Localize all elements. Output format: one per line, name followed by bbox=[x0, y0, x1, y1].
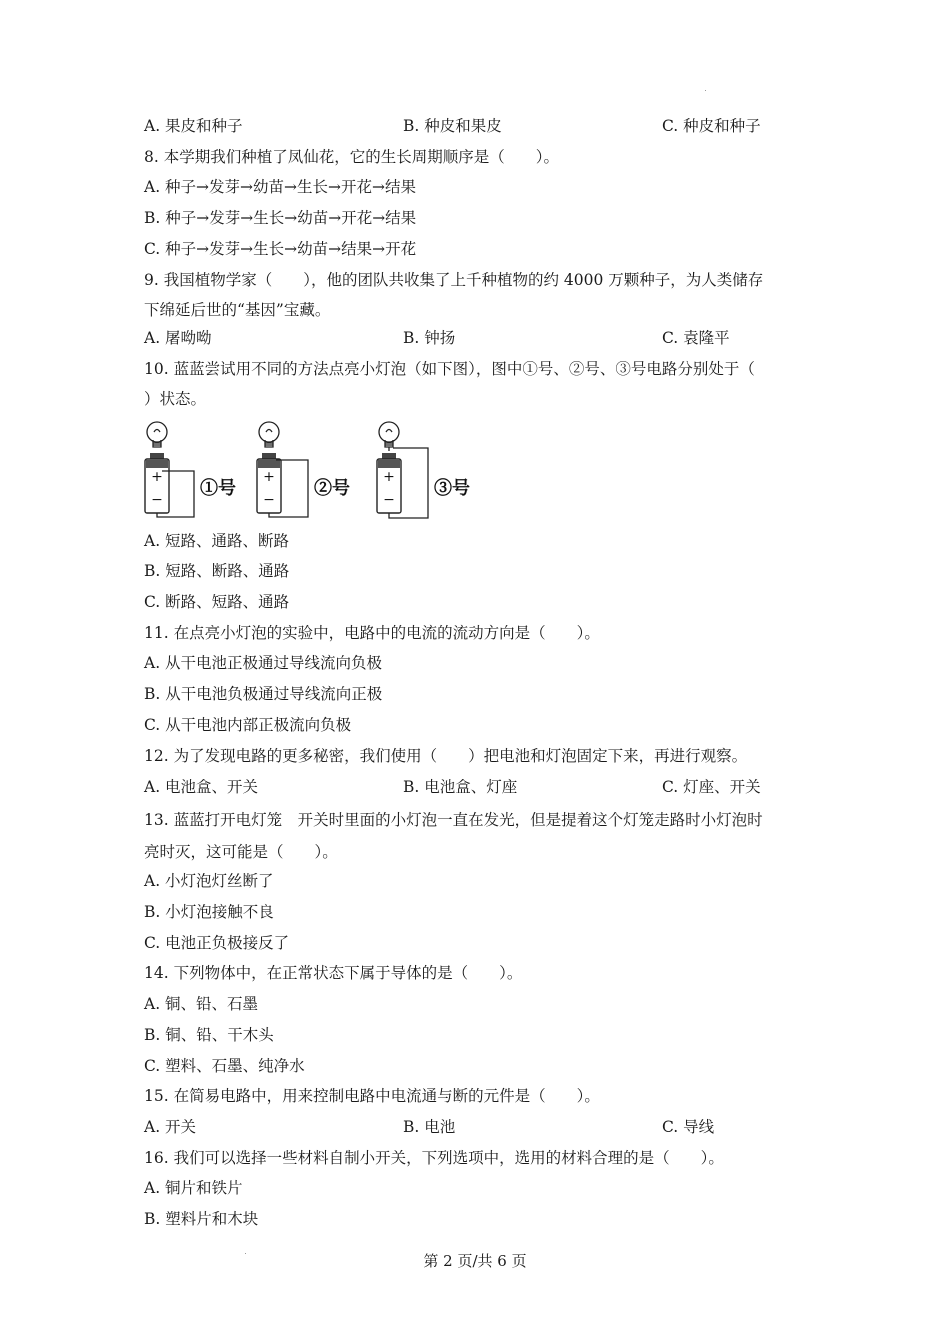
scan-speck bbox=[705, 90, 706, 91]
q16-option-b: B. 塑料片和木块 bbox=[144, 1210, 259, 1228]
circuit-1 bbox=[145, 422, 236, 517]
q10-option-b: B. 短路、断路、通路 bbox=[144, 562, 290, 580]
q15-option-c: C. 导线 bbox=[662, 1118, 715, 1136]
q8-option-a: A. 种子→发芽→幼苗→生长→开花→结果 bbox=[144, 178, 416, 196]
q14-option-a: A. 铜、铅、石墨 bbox=[144, 995, 259, 1013]
q13-stem-line2: 亮时灭，这可能是（ ）。 bbox=[144, 843, 338, 861]
svg-text:+: + bbox=[263, 469, 275, 485]
q11-option-a: A. 从干电池正极通过导线流向负极 bbox=[144, 654, 383, 672]
q10-option-c: C. 断路、短路、通路 bbox=[144, 593, 290, 611]
bulb-icon bbox=[147, 422, 167, 447]
svg-text:−: − bbox=[151, 492, 163, 508]
q9-option-a: A. 屠呦呦 bbox=[144, 329, 212, 347]
circuit-figure bbox=[138, 414, 478, 524]
q12-stem: 12. 为了发现电路的更多秘密，我们使用（ ）把电池和灯泡固定下来，再进行观察。 bbox=[144, 747, 748, 765]
q14-option-c: C. 塑料、石墨、纯净水 bbox=[144, 1057, 305, 1075]
q7-option-c: C. 种皮和种子 bbox=[662, 117, 761, 135]
q8-option-c: C. 种子→发芽→生长→幼苗→结果→开花 bbox=[144, 240, 417, 258]
circuit-3-label: ③号 bbox=[434, 478, 470, 499]
circuit-2 bbox=[257, 422, 350, 517]
battery-icon bbox=[145, 453, 169, 513]
svg-text:−: − bbox=[263, 492, 275, 508]
q15-option-a: A. 开关 bbox=[144, 1118, 197, 1136]
bulb-icon bbox=[259, 422, 279, 447]
q10-stem-line2: ）状态。 bbox=[144, 390, 207, 408]
q8-option-b: B. 种子→发芽→生长→幼苗→开花→结果 bbox=[144, 209, 417, 227]
page-footer: 第 2 页/共 6 页 bbox=[423, 1252, 527, 1270]
q10-stem-line1: 10. 蓝蓝尝试用不同的方法点亮小灯泡（如下图），图中①号、②号、③号电路分别处于（ bbox=[144, 360, 755, 378]
q15-stem: 15. 在简易电路中，用来控制电路中电流通与断的元件是（ ）。 bbox=[144, 1087, 600, 1105]
q12-option-c: C. 灯座、开关 bbox=[662, 778, 761, 796]
q11-option-b: B. 从干电池负极通过导线流向正极 bbox=[144, 685, 383, 703]
q14-stem: 14. 下列物体中，在正常状态下属于导体的是（ ）。 bbox=[144, 964, 523, 982]
battery-icon bbox=[257, 453, 281, 513]
q9-stem-line1: 9. 我国植物学家（ ），他的团队共收集了上千种植物的约 4000 万颗种子，为人类储存 bbox=[144, 271, 764, 289]
q8-stem: 8. 本学期我们种植了凤仙花，它的生长周期顺序是（ ）。 bbox=[144, 148, 559, 166]
svg-text:+: + bbox=[383, 469, 395, 485]
svg-text:−: − bbox=[383, 492, 395, 508]
circuit-3 bbox=[377, 422, 470, 518]
q10-option-a: A. 短路、通路、断路 bbox=[144, 532, 290, 550]
q11-stem: 11. 在点亮小灯泡的实验中，电路中的电流的流动方向是（ ）。 bbox=[144, 624, 600, 642]
battery-icon bbox=[377, 453, 401, 513]
q13-option-a: A. 小灯泡灯丝断了 bbox=[144, 872, 274, 890]
q9-option-b: B. 钟扬 bbox=[403, 329, 456, 347]
q7-option-a: A. 果皮和种子 bbox=[144, 117, 243, 135]
q11-option-c: C. 从干电池内部正极流向负极 bbox=[144, 716, 352, 734]
q9-option-c: C. 袁隆平 bbox=[662, 329, 730, 347]
q14-option-b: B. 铜、铅、干木头 bbox=[144, 1026, 274, 1044]
q16-stem: 16. 我们可以选择一些材料自制小开关，下列选项中，选用的材料合理的是（ ）。 bbox=[144, 1149, 724, 1167]
circuit-1-label: ①号 bbox=[200, 478, 236, 499]
svg-text:+: + bbox=[151, 469, 163, 485]
q12-option-b: B. 电池盒、灯座 bbox=[403, 778, 518, 796]
q13-option-c: C. 电池正负极接反了 bbox=[144, 934, 290, 952]
q16-option-a: A. 铜片和铁片 bbox=[144, 1179, 243, 1197]
q15-option-b: B. 电池 bbox=[403, 1118, 456, 1136]
bulb-icon bbox=[379, 422, 399, 447]
q9-stem-line2: 下绵延后世的“基因”宝藏。 bbox=[144, 301, 331, 319]
circuit-2-label: ②号 bbox=[314, 478, 350, 499]
q13-option-b: B. 小灯泡接触不良 bbox=[144, 903, 274, 921]
q7-option-b: B. 种皮和果皮 bbox=[403, 117, 502, 135]
q12-option-a: A. 电池盒、开关 bbox=[144, 778, 259, 796]
q13-stem-line1: 13. 蓝蓝打开电灯笼 开关时里面的小灯泡一直在发光，但是提着这个灯笼走路时小灯泡时 bbox=[144, 811, 763, 829]
